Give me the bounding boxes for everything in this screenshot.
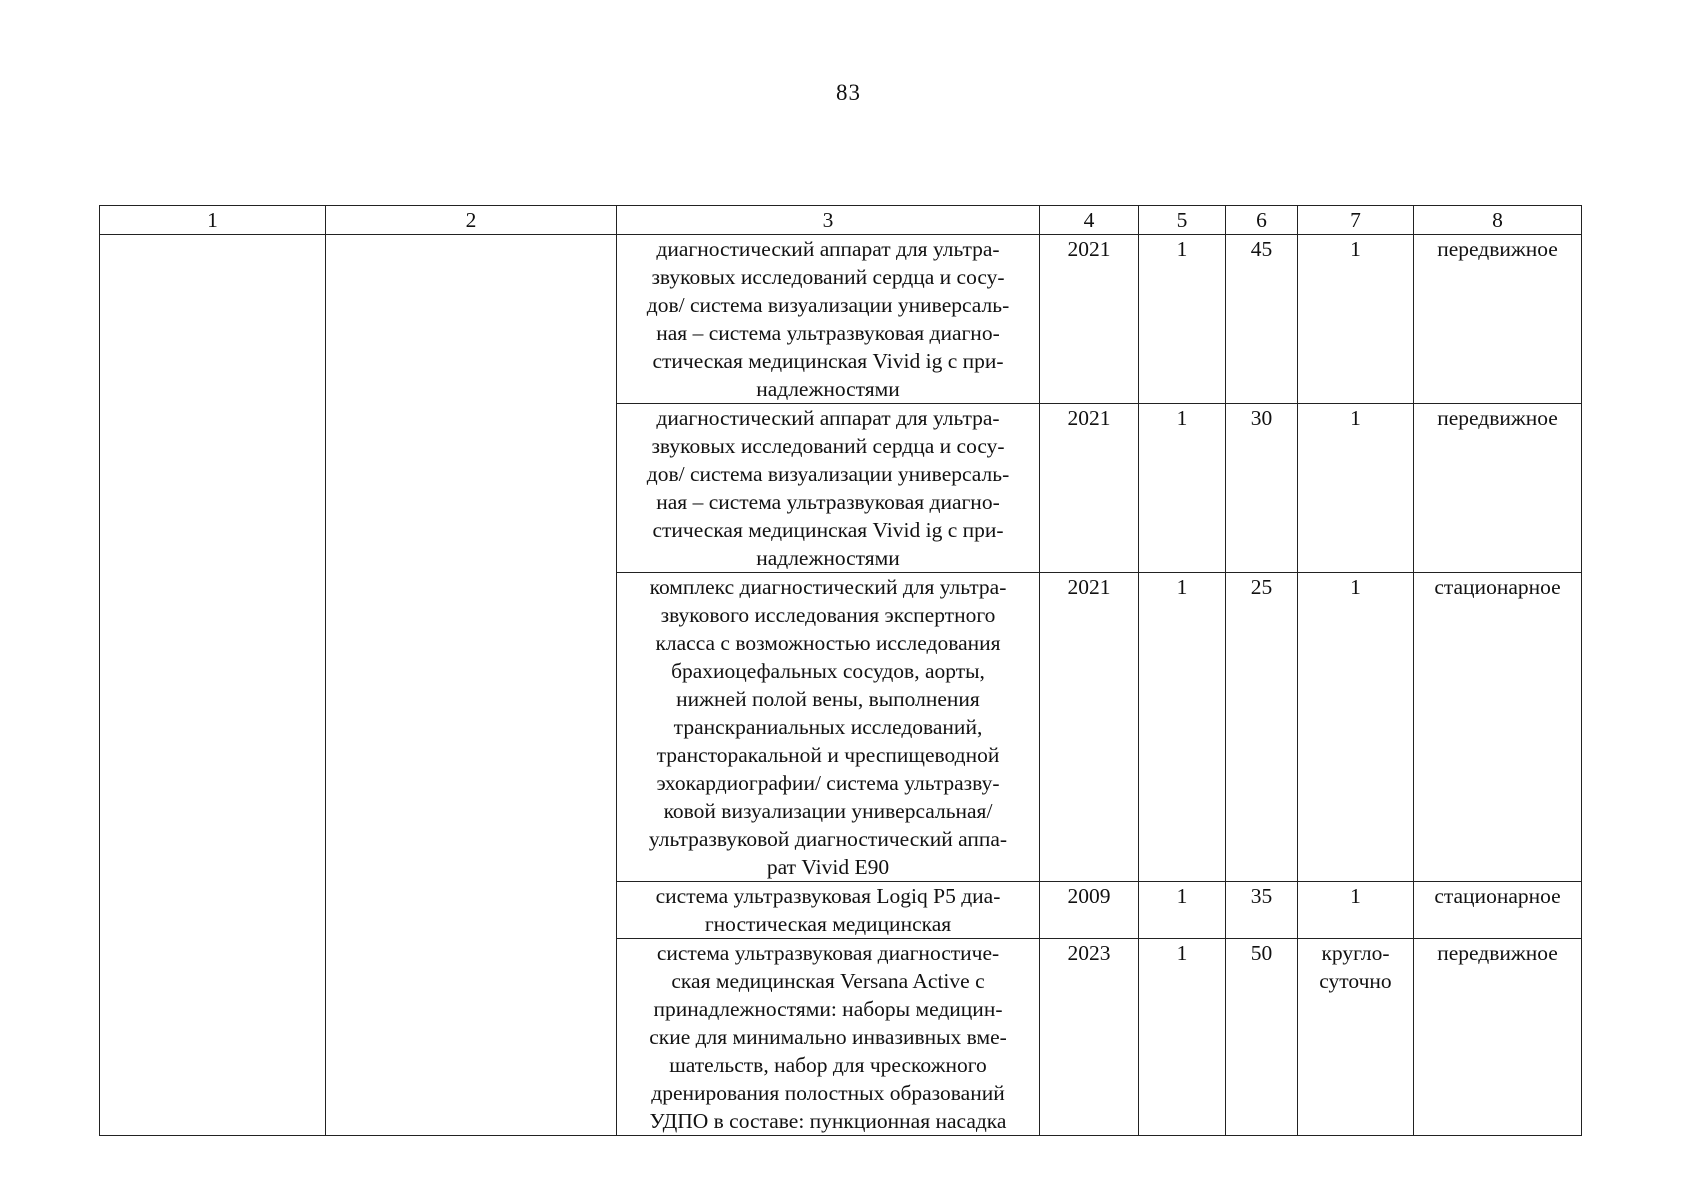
description-line: ная – система ультразвуковая диагно- <box>656 490 1000 514</box>
column-header-8: 8 <box>1414 206 1582 235</box>
column-header-3: 3 <box>617 206 1040 235</box>
description-line: эхокардиографии/ система ультразву- <box>656 771 1000 795</box>
count-cell: 1 <box>1139 573 1226 882</box>
description-line: комплекс диагностический для ультра- <box>649 575 1007 599</box>
column-header-2: 2 <box>326 206 617 235</box>
col7-cell: 1 <box>1298 882 1414 939</box>
description-line: ская медицинская Versana Active с <box>671 969 985 993</box>
equipment-description <box>617 939 1040 1136</box>
description-line: звуковых исследований сердца и сосу- <box>651 434 1005 458</box>
description-line: надлежностями <box>756 546 900 570</box>
col7-cell: 1 <box>1298 573 1414 882</box>
equipment-description <box>617 882 1040 939</box>
year-cell: 2021 <box>1040 404 1139 573</box>
type-cell: стационарное <box>1414 882 1582 939</box>
description-line: шательств, набор для чрескожного <box>669 1053 987 1077</box>
column-header-5: 5 <box>1139 206 1226 235</box>
description-line: система ультразвуковая диагностиче- <box>656 941 1000 965</box>
year-cell: 2009 <box>1040 882 1139 939</box>
description-line: ские для минимально инвазивных вме- <box>649 1025 1007 1049</box>
description-line: стическая медицинская Vivid ig с при- <box>652 349 1004 373</box>
description-line: дов/ система визуализации универсаль- <box>646 293 1010 317</box>
description-line: ковой визуализации универсальная/ <box>663 799 993 823</box>
col7-cell: 1 <box>1298 235 1414 404</box>
description-line: нижней полой вены, выполнения <box>676 687 980 711</box>
description-line: УДПО в составе: пункционная насадка <box>649 1109 1007 1133</box>
col7-cell: 1 <box>1298 404 1414 573</box>
description-line: система ультразвуковая Logiq P5 диа- <box>655 884 1001 908</box>
col6-cell: 25 <box>1226 573 1298 882</box>
count-cell: 1 <box>1139 404 1226 573</box>
equipment-table <box>99 205 1582 1136</box>
count-cell: 1 <box>1139 939 1226 1136</box>
year-cell: 2021 <box>1040 235 1139 404</box>
column-header-6: 6 <box>1226 206 1298 235</box>
description-line: дов/ система визуализации универсаль- <box>646 462 1010 486</box>
description-line: трансторакальной и чреспищеводной <box>656 743 1000 767</box>
col7-cell <box>1298 939 1414 1136</box>
description-line: диагностический аппарат для ультра- <box>656 406 1000 430</box>
col6-cell: 50 <box>1226 939 1298 1136</box>
count-cell: 1 <box>1139 882 1226 939</box>
description-line: звуковых исследований сердца и сосу- <box>651 265 1005 289</box>
equipment-description <box>617 573 1040 882</box>
description-line: диагностический аппарат для ультра- <box>656 237 1000 261</box>
description-line: гностическая медицинская <box>704 912 952 936</box>
description-line: принадлежностями: наборы медицин- <box>653 997 1003 1021</box>
col6-cell: 35 <box>1226 882 1298 939</box>
type-cell: передвижное <box>1414 404 1582 573</box>
year-cell: 2023 <box>1040 939 1139 1136</box>
equipment-description <box>617 404 1040 573</box>
col7-line: суточно <box>1319 969 1392 993</box>
count-cell: 1 <box>1139 235 1226 404</box>
description-line: дренирования полостных образований <box>651 1081 1005 1105</box>
col7-line: кругло- <box>1321 941 1390 965</box>
description-line: транскраниальных исследований, <box>673 715 983 739</box>
page-number: 83 <box>836 80 861 105</box>
column-header-1: 1 <box>100 206 326 235</box>
description-line: класса с возможностью исследования <box>655 631 1001 655</box>
equipment-description <box>617 235 1040 404</box>
description-line: ультразвуковой диагностический аппа- <box>648 827 1008 851</box>
table-row <box>100 235 1582 404</box>
col6-cell: 30 <box>1226 404 1298 573</box>
description-line: стическая медицинская Vivid ig с при- <box>652 518 1004 542</box>
type-cell: передвижное <box>1414 235 1582 404</box>
description-line: надлежностями <box>756 377 900 401</box>
column-header-7: 7 <box>1298 206 1414 235</box>
description-line: ная – система ультразвуковая диагно- <box>656 321 1000 345</box>
column-header-4: 4 <box>1040 206 1139 235</box>
description-line: брахиоцефальных сосудов, аорты, <box>671 659 985 683</box>
year-cell: 2021 <box>1040 573 1139 882</box>
cell-col2-empty <box>326 235 617 1136</box>
description-line: звукового исследования экспертного <box>660 603 996 627</box>
column-number-row <box>100 206 1582 235</box>
col6-cell: 45 <box>1226 235 1298 404</box>
description-line: рат Vivid E90 <box>766 855 890 879</box>
cell-col1-empty <box>100 235 326 1136</box>
type-cell: передвижное <box>1414 939 1582 1136</box>
type-cell: стационарное <box>1414 573 1582 882</box>
